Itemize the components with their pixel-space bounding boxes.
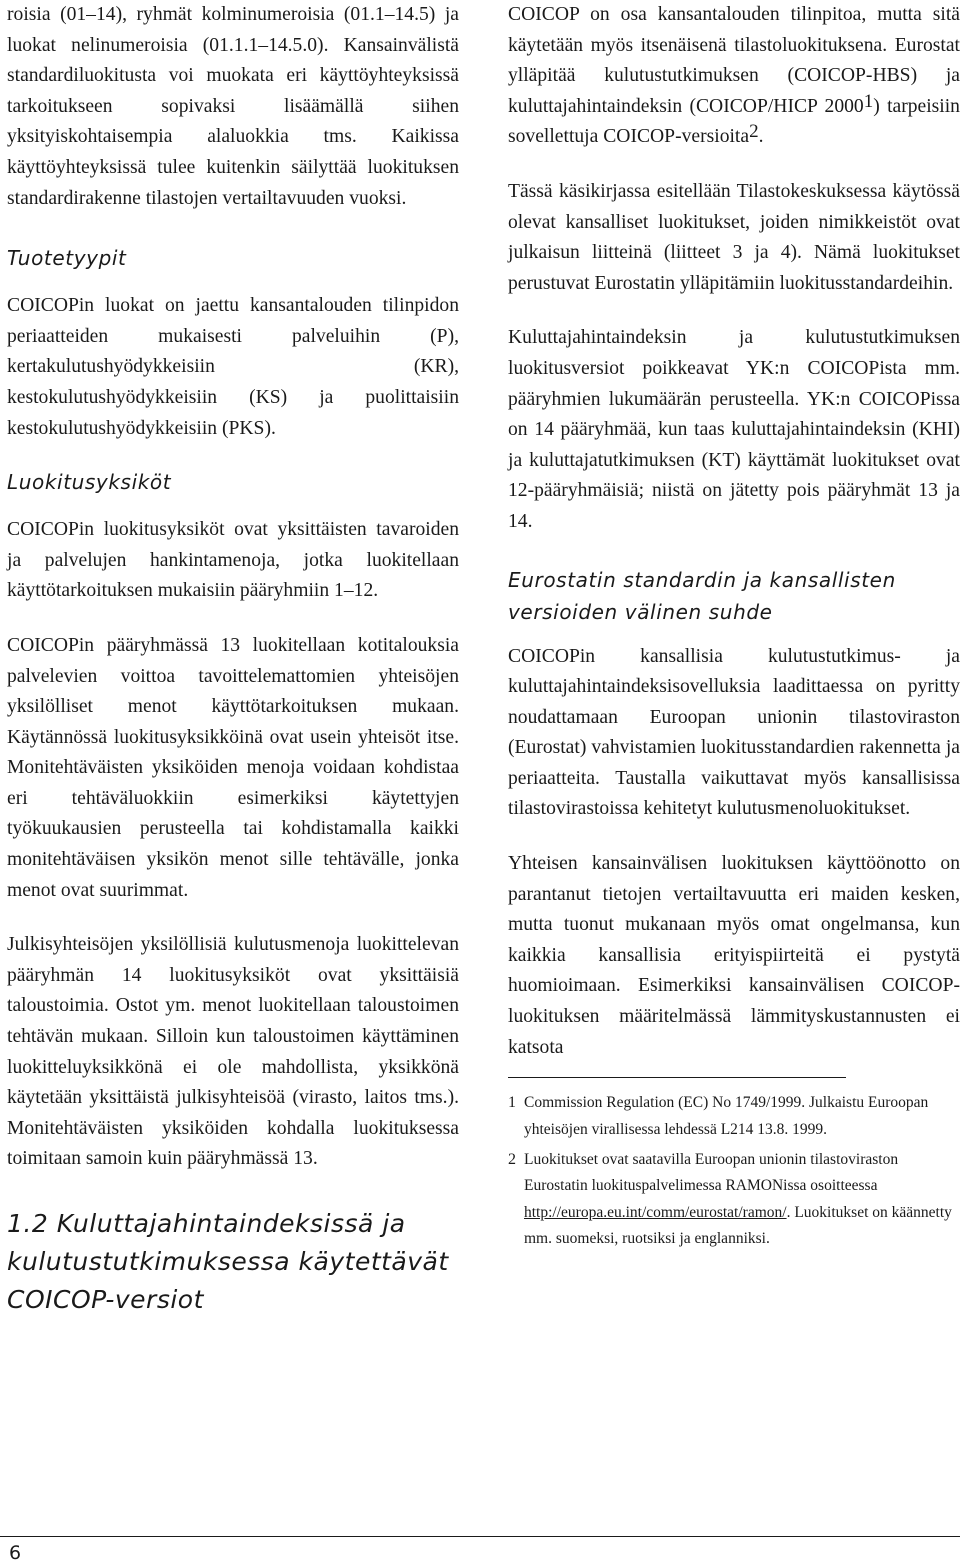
ramon-link[interactable]: http://europa.eu.int/comm/eurostat/ramon/ <box>524 1203 787 1221</box>
footnote-ref-2: 2 <box>749 121 759 143</box>
footnote-1 <box>508 1090 960 1143</box>
coicop-text-a: COICOP on osa kansantalouden tilinpitoa, mutta sitä käytetään myös itsenäisenä tilastoluokituksena. Eurostat ylläpitää kulutustutkimuksen (COICOP-HBS) ja kuluttajahintaindeksin (COICOP/HICP 2000 <box>508 4 960 117</box>
footnote-divider <box>508 1077 846 1078</box>
intro-paragraph: roisia (01–14), ryhmät kolminumeroisia (01.1–14.5) ja luokat nelinumeroisia (01.1.1–14.5.0). Kansainvälistä standardiluokitusta voi muokata eri käyttöyhteyksissä tarkoitukseen sopivaksi lisäämällä siihen yksityiskohtaisempia alaluokkia tms. Kaikissa käyttöyhteyksissä tulee kuitenkin säilyttää luokituksen standardirakenne tilastojen vertailtavuuden vuoksi. <box>7 4 459 209</box>
footnote-ref-1: 1 <box>863 90 874 112</box>
coicop-paragraph <box>508 0 960 153</box>
footnote-2-text-before: Luokitukset ovat saatavilla Euroopan unionin tilastoviraston Eurostatin luokituspalvelimessa RAMONissa osoitteessa <box>524 1151 899 1195</box>
tuotetyypit-paragraph: COICOPin luokat on jaettu kansantalouden tilinpidon periaatteiden mukaisesti palveluihin (P), kertakulutushyödykkeisiin (KR), kestokulutushyödykkeisiin (KS) ja puolittaisiin kestokulutushyödykkeisiin (PKS). <box>7 295 459 439</box>
heading-luokitusyksikot: Luokitusyksiköt <box>7 470 172 495</box>
luokitusyksikot-paragraph-3: Julkisyhteisöjen yksilöllisiä kulutusmenoja luokittelevan pääryhmän 14 luokitusyksiköt ovat yksittäisiä taloustoimia. Ostot ym. menot luokitellaan taloustoimen tehtävän mukaan. Silloin kun taloustoimen käyttäminen luokitteluyksikkönä ei ole mahdollista, yksikkönä käytetään yksittäistä julkisyhteisöä (virasto, laitos tms.). Monitehtäväisten yksiköiden kohdalla luokituksessa toimitaan samoin kuin pääryhmässä 13. <box>7 934 459 1170</box>
section-heading-1-2: 1.2 Kuluttajahintaindeksissä ja kulutustutkimuksessa käytettävät COICOP-versiot <box>7 1209 449 1314</box>
page-footer-rule <box>0 1536 960 1537</box>
footnote-2 <box>508 1147 960 1253</box>
left-column <box>7 0 459 1319</box>
page-number: 6 <box>9 1542 22 1564</box>
kasikirja-paragraph: Tässä käsikirjassa esitellään Tilastokeskuksessa käytössä olevat kansalliset luokitukset, joiden nimikkeistöt ovat julkaisun liitteinä (liitteet 3 ja 4). Nämä luokitukset perustuvat Eurostatin ylläpitämiin luokitusstandardeihin. <box>508 180 960 294</box>
footnotes <box>508 1090 960 1252</box>
kansainvalinen-luokitus-paragraph: Yhteisen kansainvälisen luokituksen käyttöönotto on parantanut tietojen vertailtavuutta eri maiden kesken, mutta tuonut mukanaan myös omat ongelmansa, kun kaikkia kansallisia erityispiirteitä ei pystytä huomioimaan. Esimerkiksi kansainvälisen COICOP-luokituksen määritelmässä lämmityskustannusten ei katsota <box>508 853 960 1058</box>
footnote-1-text: Commission Regulation (EC) No 1749/1999. Julkaistu Euroopan yhteisöjen virallisessa lehdessä L214 13.8. 1999. <box>524 1094 929 1138</box>
coicop-text-c: . <box>758 126 764 148</box>
luokitusversiot-paragraph: Kuluttajahintaindeksin ja kulutustutkimuksen luokitusversiot poikkeavat YK:n COICOPista mm. pääryhmien lukumäärän perusteella. YK:n COICOPissa on 14 pääryhmää, kun taas kuluttajahintaindeksin (KHI) ja kuluttajatutkimuksen (KT) käyttämät luokitukset ovat 12-pääryhmäisiä; niistä on jätetty pois pääryhmät 13 ja 14. <box>508 327 960 532</box>
footnote-2-text-after: . Luokitukset on käännetty mm. suomeksi, ruotsiksi ja englanniksi. <box>524 1203 952 1248</box>
right-column <box>508 0 960 1253</box>
footnote-2-number: 2 <box>508 1151 516 1169</box>
kansalliset-sovellukset-paragraph: COICOPin kansallisia kulutustutkimus- ja kuluttajahintaindeksisovelluksia laadittaessa on pyritty noudattamaan Euroopan unionin tilastoviraston (Eurostat) vahvistamien luokitusstandardien rakennetta ja periaatteita. Taustalla vaikuttavat myös kansallisissa tilastovirastoissa kehitetyt kulutusmenoluokitukset. <box>508 645 960 820</box>
heading-eurostat-suhde: Eurostatin standardin ja kansallisten versioiden välinen suhde <box>508 567 896 624</box>
heading-tuotetyypit: Tuotetyypit <box>7 246 127 271</box>
coicop-text-b: ) tarpeisiin sovellettuja COICOP-versioita <box>508 95 960 148</box>
luokitusyksikot-paragraph-1: COICOPin luokitusyksiköt ovat yksittäisten tavaroiden ja palvelujen hankintamenoja, jotka luokitellaan käyttötarkoituksen mukaisiin pääryhmiin 1–12. <box>7 519 459 602</box>
luokitusyksikot-paragraph-2: COICOPin pääryhmässä 13 luokitellaan kotitalouksia palvelevien voittoa tavoittelemattomien yhteisöjen yksilölliset menot käyttötarkoituksen mukaan. Käytännössä luokitusyksikköinä ovat usein yhteisöt itse. Monitehtäväisten yksiköiden menoja voidaan kohdistaa eri tehtäväluokkiin esimerkiksi käytettyjen työkuukausien perusteella tai kohdistamalla kaikki monitehtäväisen yksikön menot sille tehtävälle, jonka menot ovat suurimmat. <box>7 634 459 901</box>
footnote-1-number: 1 <box>508 1094 516 1112</box>
